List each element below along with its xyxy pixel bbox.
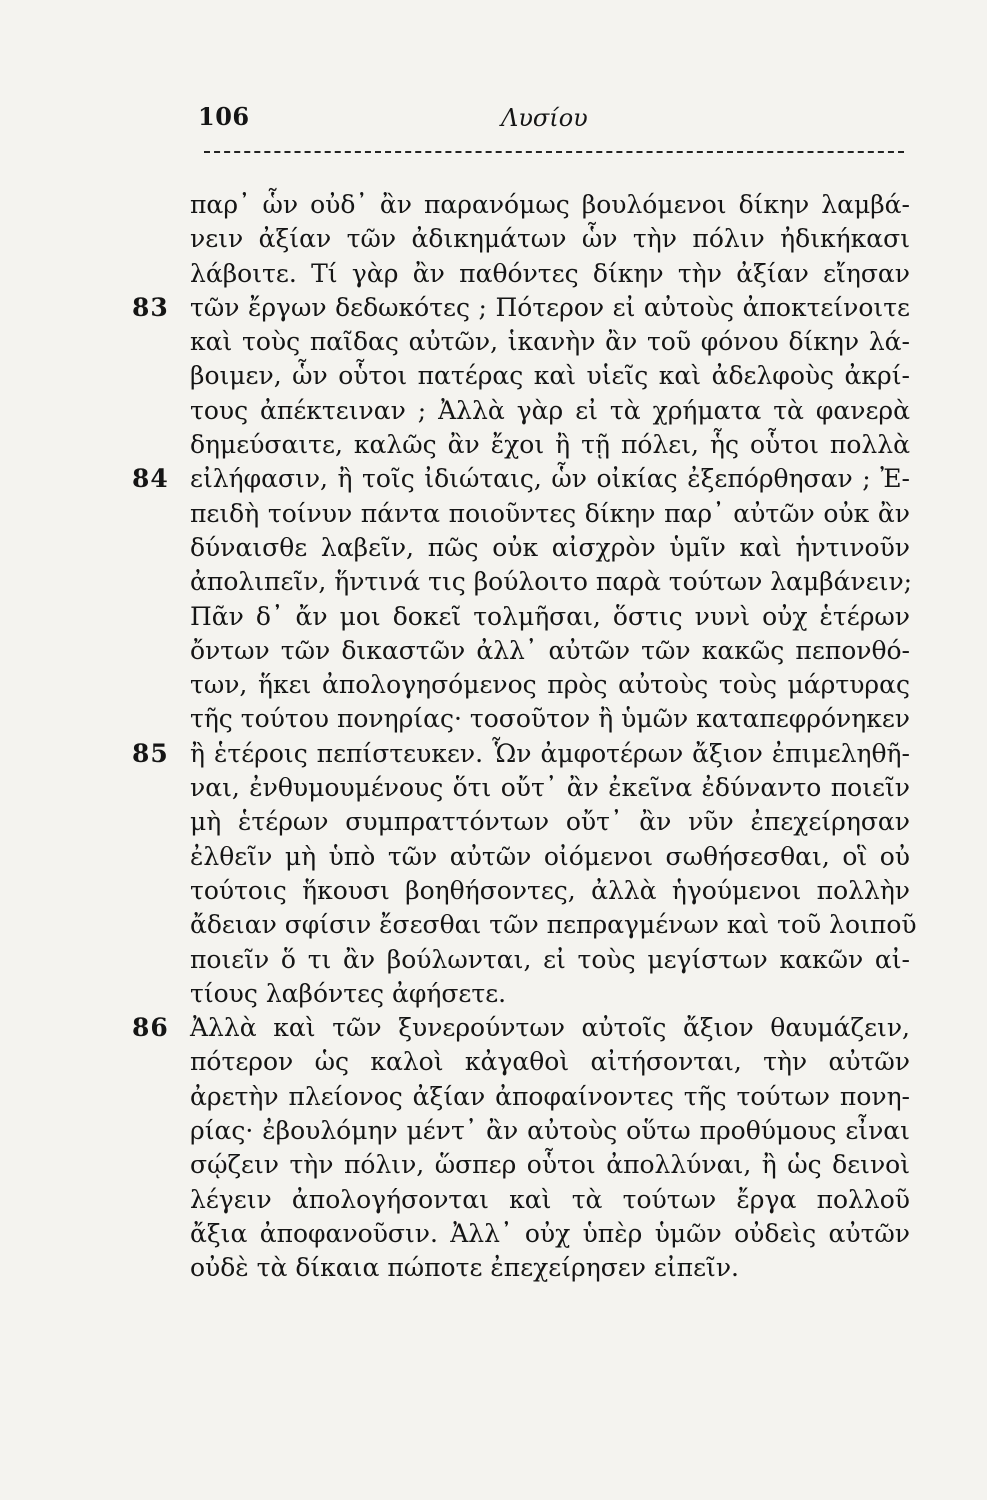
line-text: των, ἥκει ἀπολογησόμενος πρὸς αὐτοὺς τοὺς μάρτυρας	[190, 670, 910, 700]
text-line	[190, 531, 910, 565]
text-line	[190, 188, 910, 222]
text-line	[190, 325, 910, 359]
text-line	[190, 977, 910, 1011]
line-text: οὐδὲ τὰ δίκαια πώποτε ἐπεχείρησεν εἰπεῖν.	[190, 1253, 739, 1283]
text-line	[190, 874, 910, 908]
line-text: καὶ τοὺς παῖδας αὐτῶν, ἱκανὴν ἂν τοῦ φόνου δίκην λά-	[190, 327, 910, 357]
section-number: 86	[132, 1013, 169, 1043]
section-number: 85	[132, 738, 169, 768]
line-text: τῶν ἔργων δεδωκότες ; Πότερον εἰ αὐτοὺς ἀποκτείνοιτε	[190, 292, 910, 322]
section-number: 84	[132, 464, 169, 494]
line-text: βοιμεν, ὧν οὗτοι πατέρας καὶ υἱεῖς καὶ ἀδελφοὺς ἀκρί-	[190, 361, 910, 391]
line-text: ποιεῖν ὅ τι ἂν βούλωνται, εἰ τοὺς μεγίστων κακῶν αἰ-	[190, 944, 910, 974]
line-text: εἰλήφασιν, ἢ τοῖς ἰδιώταις, ὧν οἰκίας ἐξεπόρθησαν ; Ἐ-	[190, 464, 910, 494]
text-line	[190, 908, 917, 942]
line-text: ἄδειαν σφίσιν ἔσεσθαι τῶν πεπραγμένων καὶ τοῦ λοιποῦ	[190, 910, 917, 940]
line-text: Ἀλλὰ καὶ τῶν ξυνερούντων αὐτοῖς ἄξιον θαυμάζειν,	[190, 1013, 910, 1043]
text-line	[190, 1148, 910, 1182]
line-text: τους ἀπέκτειναν ; Ἀλλὰ γὰρ εἰ τὰ χρήματα τὰ φανερὰ	[190, 395, 910, 425]
text-line	[132, 737, 910, 771]
running-head: Λυσίου	[501, 104, 588, 132]
line-text: νειν ἀξίαν τῶν ἀδικημάτων ὧν τὴν πόλιν ἠδικήκασι	[190, 224, 910, 254]
line-text: ἐλθεῖν μὴ ὑπὸ τῶν αὐτῶν οἰόμενοι σωθήσεσθαι, οἳ οὐ	[190, 841, 910, 871]
text-line	[190, 600, 910, 634]
line-text: σῴζειν τὴν πόλιν, ὥσπερ οὗτοι ἀπολλύναι, ἢ ὡς δεινοὶ	[190, 1150, 910, 1180]
line-text: δύναισθε λαβεῖν, πῶς οὐκ αἰσχρὸν ὑμῖν καὶ ἡντινοῦν	[190, 532, 910, 562]
text-line	[190, 565, 913, 599]
line-text: πειδὴ τοίνυν πάντα ποιοῦντες δίκην παρ᾽ αὐτῶν οὐκ ἂν	[190, 498, 910, 528]
text-line	[132, 462, 910, 496]
text-line	[132, 291, 910, 325]
line-text: λέγειν ἀπολογήσονται καὶ τὰ τούτων ἔργα πολλοῦ	[190, 1184, 910, 1214]
page-header	[198, 98, 902, 138]
text-line	[190, 840, 910, 874]
section-number: 83	[132, 292, 169, 322]
text-line	[190, 497, 910, 531]
line-text: ἄξια ἀποφανοῦσιν. Ἀλλ᾽ οὐχ ὑπὲρ ὑμῶν οὐδεὶς αὐτῶν	[190, 1218, 910, 1248]
line-text: παρ᾽ ὧν οὐδ᾽ ἂν παρανόμως βουλόμενοι δίκην λαμβά-	[190, 190, 910, 219]
text-line	[190, 1080, 910, 1114]
line-text: ἀπολιπεῖν, ἥντινά τις βούλοιτο παρὰ τούτων λαμβάνειν;	[190, 567, 913, 597]
line-text: δημεύσαιτε, καλῶς ἂν ἔχοι ἢ τῇ πόλει, ἧς οὗτοι πολλὰ	[190, 430, 910, 460]
text-line	[190, 702, 910, 736]
text-line	[190, 359, 910, 393]
text-line	[190, 1045, 910, 1079]
line-text: μὴ ἑτέρων συμπραττόντων οὔτ᾽ ἂν νῦν ἐπεχείρησαν	[190, 807, 910, 837]
line-text: πότερον ὡς καλοὶ κἀγαθοὶ αἰτήσονται, τὴν αὐτῶν	[190, 1047, 910, 1077]
text-line	[190, 943, 910, 977]
body-text	[132, 188, 917, 1286]
line-text: ὄντων τῶν δικαστῶν ἀλλ᾽ αὐτῶν τῶν κακῶς πεπονθό-	[190, 635, 910, 665]
line-text: ρίας· ἐβουλόμην μέντ᾽ ἂν αὐτοὺς οὕτω προθύμους εἶναι	[190, 1116, 910, 1146]
text-line	[190, 668, 910, 702]
text-line	[190, 1251, 910, 1285]
line-text: τίους λαβόντες ἀφήσετε.	[190, 978, 507, 1008]
line-text: Πᾶν δ᾽ ἄν μοι δοκεῖ τολμῆσαι, ὅστις νυνὶ οὐχ ἑτέρων	[190, 601, 910, 631]
text-line	[190, 257, 910, 291]
line-text: τῆς τούτου πονηρίας· τοσοῦτον ἢ ὑμῶν καταπεφρόνηκεν	[190, 704, 910, 734]
text-line	[190, 222, 910, 256]
text-line	[190, 771, 910, 805]
line-text: ἀρετὴν πλείονος ἀξίαν ἀποφαίνοντες τῆς τούτων πονη-	[190, 1081, 910, 1111]
text-line	[190, 1217, 910, 1251]
page-number: 106	[198, 102, 250, 131]
line-text: τούτοις ἥκουσι βοηθήσοντες, ἀλλὰ ἡγούμενοι πολλὴν	[190, 875, 910, 905]
text-line	[190, 1183, 910, 1217]
text-line	[190, 394, 910, 428]
text-line	[190, 1114, 910, 1148]
text-line	[190, 634, 910, 668]
line-text: ἢ ἑτέροις πεπίστευκεν. Ὧν ἀμφοτέρων ἄξιον ἐπιμεληθῆ-	[190, 738, 910, 768]
line-text: λάβοιτε. Τί γὰρ ἂν παθόντες δίκην τὴν ἀξίαν εἴησαν	[190, 258, 910, 288]
text-line	[190, 805, 910, 839]
text-line	[132, 1011, 910, 1045]
text-line	[190, 428, 910, 462]
header-rule	[204, 151, 904, 159]
line-text: ναι, ἐνθυμουμένους ὅτι οὔτ᾽ ἂν ἐκεῖνα ἐδύναντο ποιεῖν	[190, 773, 910, 803]
